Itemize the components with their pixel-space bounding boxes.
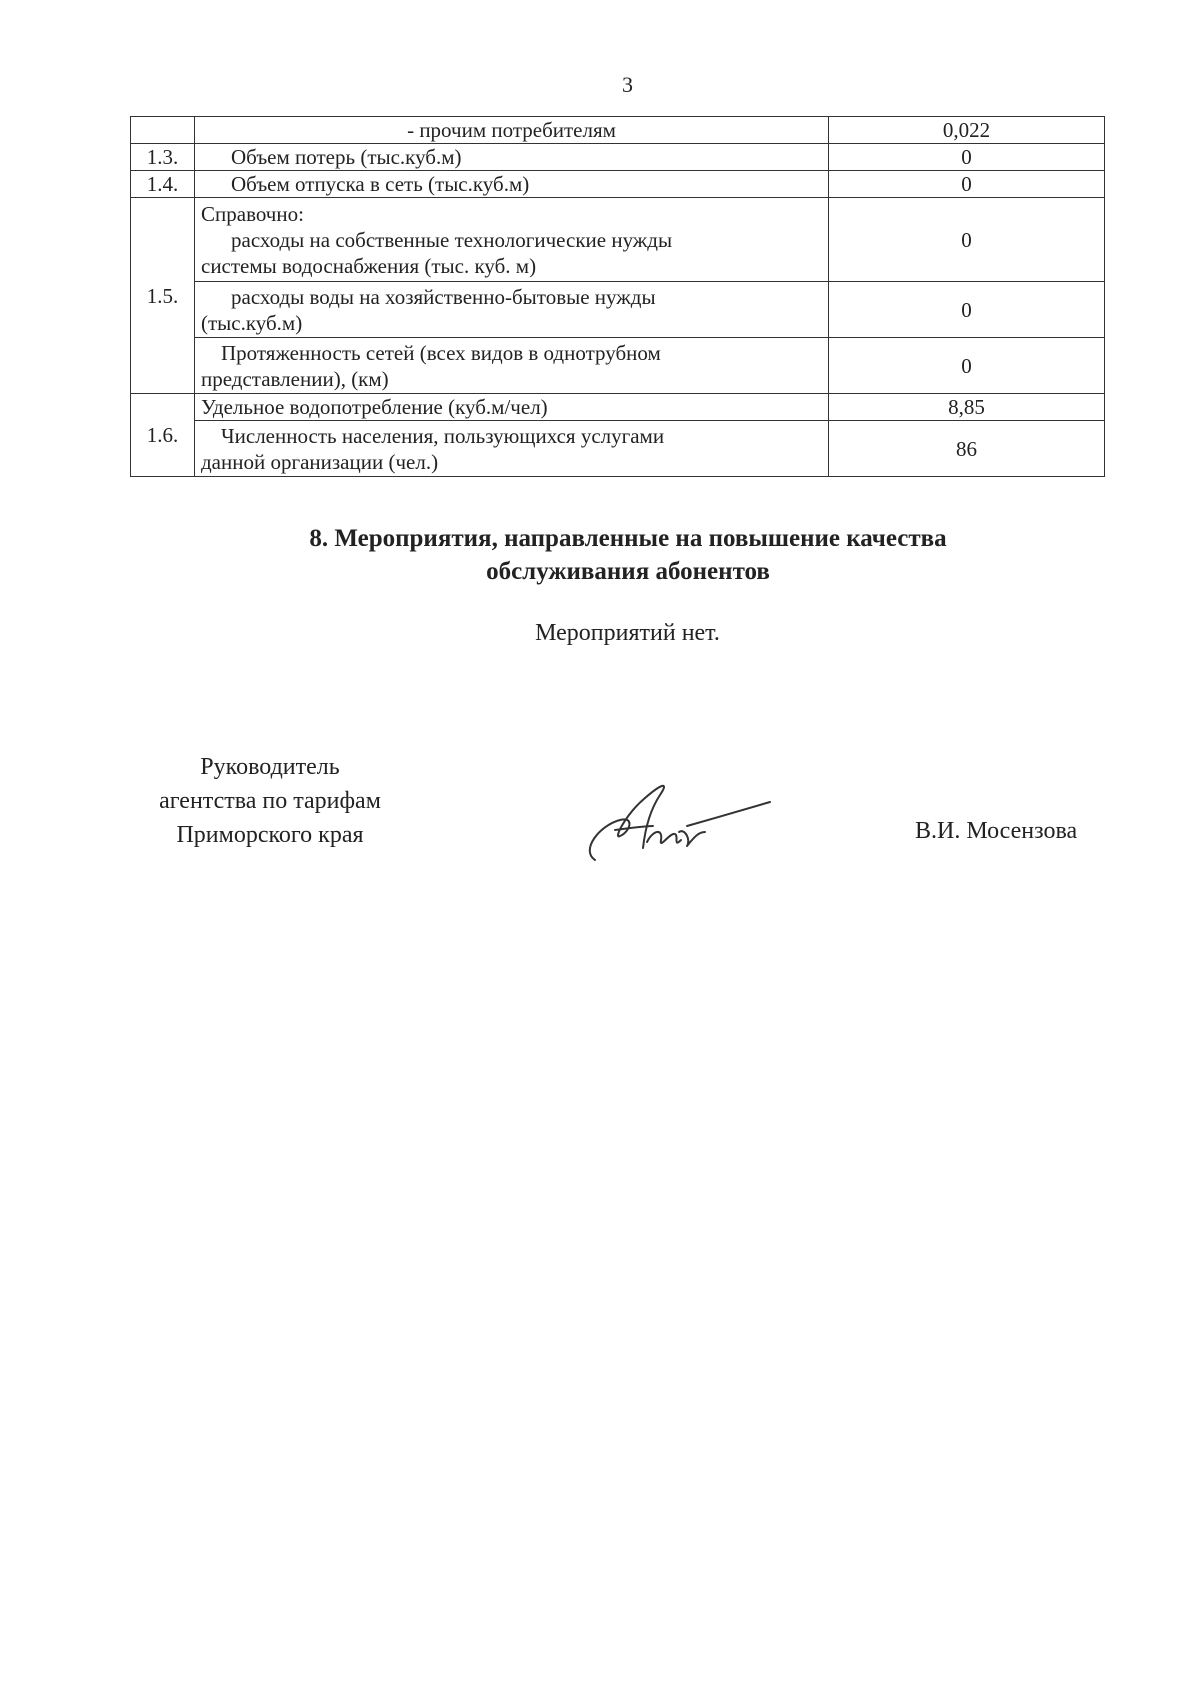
signer-title-line: Руководитель <box>200 754 340 780</box>
table-row <box>131 144 1105 171</box>
row-description-text: Объем потерь (тыс.куб.м) <box>231 145 462 169</box>
table-row <box>131 117 1105 144</box>
row-description-text: расходы воды на хозяйственно-бытовые нужды <box>231 284 656 309</box>
signer-title <box>130 750 410 852</box>
row-description-line <box>201 340 822 366</box>
row-description-line <box>201 227 822 253</box>
row-description-head: Справочно: <box>201 201 304 226</box>
section-heading-line: 8. Мероприятия, направленные на повышение качества <box>309 525 947 552</box>
row-description-text: расходы на собственные технологические нужды <box>231 227 673 252</box>
signer-title-line: агентства по тарифам <box>159 788 381 814</box>
row-description <box>195 171 829 198</box>
row-description-line: данной организации (чел.) <box>201 449 439 474</box>
handwritten-signature <box>575 770 775 870</box>
row-description-text: Численность населения, пользующихся услугами <box>221 423 665 448</box>
row-value: 0 <box>829 171 1105 198</box>
signer-title-line: Приморского края <box>176 822 364 848</box>
section-heading <box>200 522 1056 588</box>
row-value: 8,85 <box>829 394 1105 421</box>
row-value: 0 <box>829 338 1105 394</box>
row-description <box>195 117 829 144</box>
table-row <box>131 338 1105 394</box>
row-description-line: представлении), (км) <box>201 366 389 391</box>
signer-name: В.И. Мосензова <box>915 818 1078 844</box>
row-description-line <box>201 423 822 449</box>
row-description-line: (тыс.куб.м) <box>201 310 303 335</box>
row-description-line <box>201 284 822 310</box>
row-number: 1.4. <box>131 171 195 198</box>
section-heading-line: обслуживания абонентов <box>486 558 770 585</box>
table-row <box>131 421 1105 477</box>
table-row <box>131 171 1105 198</box>
row-description <box>195 421 829 477</box>
row-description-text: Удельное водопотребление (куб.м/чел) <box>201 395 548 419</box>
row-value: 0,022 <box>829 117 1105 144</box>
row-description-text: Протяженность сетей (всех видов в однотрубном <box>221 340 661 365</box>
row-value: 0 <box>829 198 1105 282</box>
row-value: 86 <box>829 421 1105 477</box>
data-table <box>130 116 1105 477</box>
row-description-line: системы водоснабжения (тыс. куб. м) <box>201 253 537 278</box>
row-number: 1.5. <box>131 198 195 394</box>
row-description <box>195 144 829 171</box>
row-description <box>195 338 829 394</box>
row-description-text: Объем отпуска в сеть (тыс.куб.м) <box>231 172 530 196</box>
row-number: 1.6. <box>131 394 195 477</box>
table-row <box>131 394 1105 421</box>
row-description <box>195 394 829 421</box>
row-description <box>195 198 829 282</box>
row-description <box>195 282 829 338</box>
table-row <box>131 198 1105 282</box>
row-value: 0 <box>829 144 1105 171</box>
row-value: 0 <box>829 282 1105 338</box>
page-number: 3 <box>622 72 633 97</box>
row-description-text: - прочим потребителям <box>407 118 616 142</box>
section-body: Мероприятий нет. <box>535 620 720 646</box>
row-number: 1.3. <box>131 144 195 171</box>
row-number <box>131 117 195 144</box>
table-row <box>131 282 1105 338</box>
